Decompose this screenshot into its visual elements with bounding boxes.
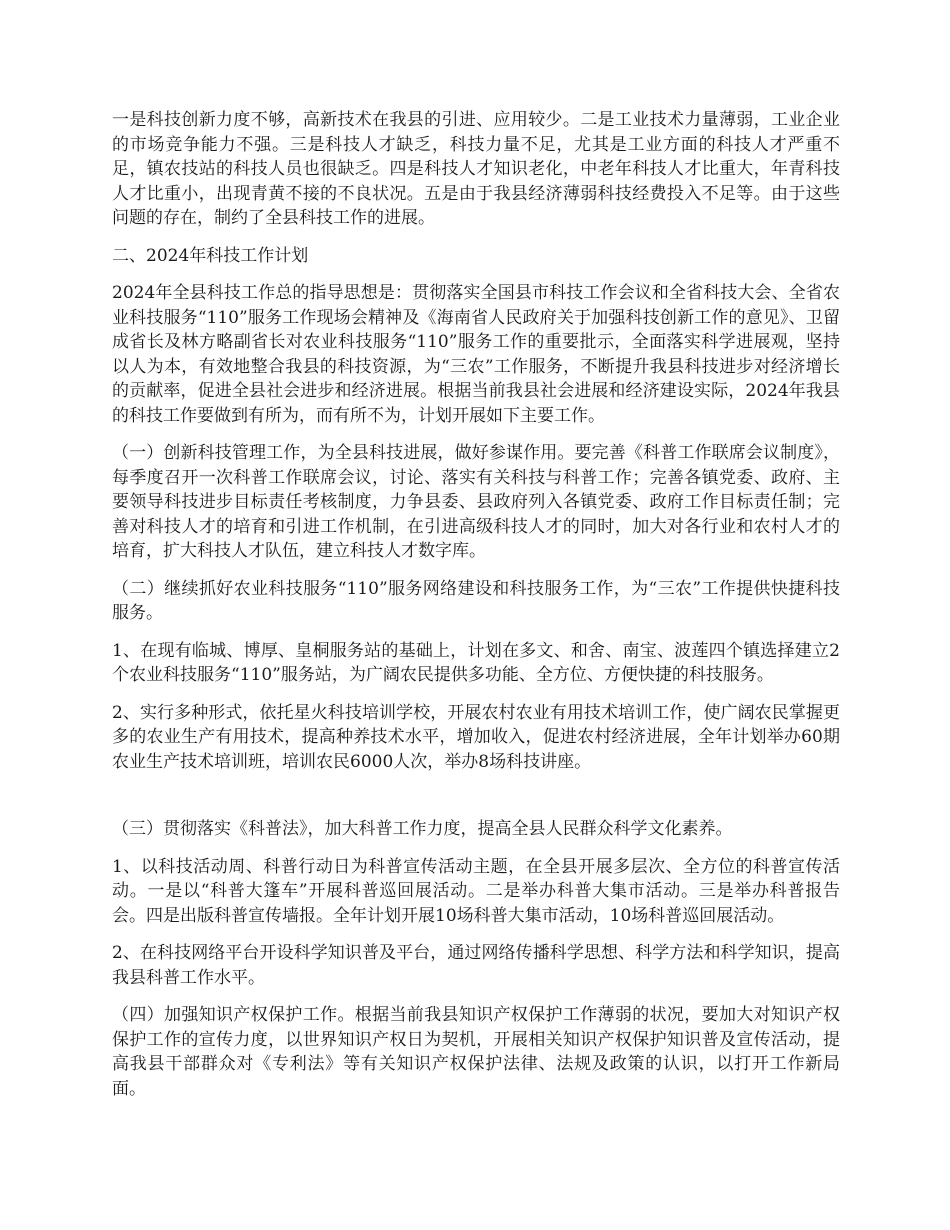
paragraph-item-2-1: 1、在现有临城、博厚、皇桐服务站的基础上，计划在多文、和舍、南宝、波莲四个镇选择建立2个农业科技服务“110”服务站，为广阔农民提供多功能、全方位、方便快捷的科技服务。 [112,640,840,685]
document-page [112,108,840,1114]
paragraph-item-2-2: 2、实行多种形式，依托星火科技培训学校，开展农村农业有用技术培训工作，使广阔农民掌握更多的农业生产有用技术，提高种养技术水平，增加收入，促进农村经济进展，全年计划举办60期农业生产技术培训班，培训农民6000人次，举办8场科技讲座。 [112,702,840,772]
paragraph-item-3-1: 1、以科技活动周、科普行动日为科普宣传活动主题，在全县开展多层次、全方位的科普宣传活动。一是以“科普大篷车”开展科普巡回展活动。二是举办科普大集市活动。三是举办科普报告会。四是出版科普宣传墙报。全年计划开展10场科普大集市活动，10场科普巡回展活动。 [112,856,840,926]
paragraph-item-2: （二）继续抓好农业科技服务“110”服务网络建设和科技服务工作，为“三农”工作提供快捷科技服务。 [112,578,840,623]
section-heading-plan: 二、2024年科技工作计划 [112,245,309,266]
blank-gap [112,787,840,817]
paragraph-problems: 一是科技创新力度不够，高新技术在我县的引进、应用较少。二是工业技术力量薄弱，工业企业的市场竞争能力不强。三是科技人才缺乏，科技力量不足，尤其是工业方面的科技人才严重不足，镇农技站的科技人员也很缺乏。四是科技人才知识老化，中老年科技人才比重大，年青科技人才比重小，出现青黄不接的不良状况。五是由于我县经济薄弱科技经费投入不足等。由于这些问题的存在，制约了全县科技工作的进展。 [112,110,840,228]
paragraph-item-1: （一）创新科技管理工作，为全县科技进展，做好参谋作用。要完善《科普工作联席会议制度》，每季度召开一次科普工作联席会议，讨论、落实有关科技与科普工作；完善各镇党委、政府、主要领导科技进步目标责任考核制度，力争县委、县政府列入各镇党委、政府工作目标责任制；完善对科技人才的培育和引进工作机制，在引进高级科技人才的同时，加大对各行业和农村人才的培育，扩大科技人才队伍，建立科技人才数字库。 [112,443,840,561]
paragraph-guiding-thought: 2024年全县科技工作总的指导思想是：贯彻落实全国县市科技工作会议和全省科技大会、全省农业科技服务“110”服务工作现场会精神及《海南省人民政府关于加强科技创新工作的意见》、卫留成省长及林方略副省长对农业科技服务“110”服务工作的重要批示，全面落实科学进展观，坚持以人为本，有效地整合我县的科技资源，为“三农”工作服务，不断提升我县科技进步对经济增长的贡献率，促进全县社会进步和经济进展。根据当前我县社会进展和经济建设实际，2024年我县的科技工作要做到有所为，而有所不为，计划开展如下主要工作。 [112,283,840,426]
paragraph-item-3-2: 2、在科技网络平台开设科学知识普及平台，通过网络传播科学思想、科学方法和科学知识，提高我县科普工作水平。 [112,943,840,988]
paragraph-item-3: （三）贯彻落实《科普法》，加大科普工作力度，提高全县人民群众科学文化素养。 [112,819,733,839]
paragraph-item-4: （四）加强知识产权保护工作。根据当前我县知识产权保护工作薄弱的状况，要加大对知识产权保护工作的宣传力度，以世界知识产权日为契机，开展相关知识产权保护知识普及宣传活动，提高我县干部群众对《专利法》等有关知识产权保护法律、法规及政策的认识，以打开工作新局面。 [112,1005,840,1099]
